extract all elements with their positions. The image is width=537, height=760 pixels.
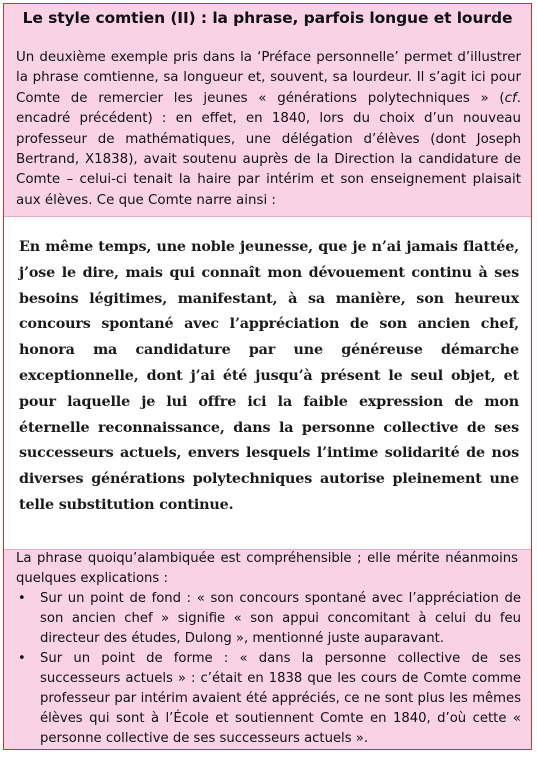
explanation-list bbox=[16, 589, 521, 749]
bullet-icon: • bbox=[18, 591, 26, 606]
list-item bbox=[16, 649, 521, 749]
intro-part-1: Un deuxième exemple pris dans la ‘Préface personnelle’ permet d’illustrer la phrase comtienne, sa longueur et, souvent, sa lourdeur. Il s’agit ici pour Comte de remercier les jeunes « générations polytechniques » ( bbox=[16, 50, 521, 106]
list-item bbox=[16, 589, 521, 649]
explanation-intro: La phrase quoiqu’alambiquée est compréhensible ; elle mérite néanmoins quelques explications : bbox=[16, 551, 518, 586]
cf-abbrev: cf bbox=[504, 90, 517, 106]
intro-part-2: . encadré précédent) : en effet, en 1840, lors du choix d’un nouveau professeur de mathématiques, une délégation d’élèves (dont Joseph Bertrand, X1838), avait soutenu auprès de la Direction la candidature de Comte – celui-ci tenait la haire par intérim et son enseignement plaisait aux élèves. Ce que Comte narre ainsi : bbox=[16, 90, 521, 208]
quoted-passage: En même temps, une noble jeunesse, que je n’ai jamais flattée, j’ose le dire, mais qui connaît mon dévouement continu à ses besoins légitimes, manifestant, à sa manière, son heureux concours spontané avec l’appréciation de son ancien chef, honora ma candidature par une généreuse démarche exceptionnelle, dont j’ai été jusqu’à présent le seul objet, et pour laquelle je lui offre ici la faible expression de mon éternelle reconnaissance, dans la personne collective de ses successeurs actuels, envers lesquels l’intime solidarité de nos diverses générations polytechniques autorise pleinement une telle substitution continue. bbox=[19, 239, 519, 513]
intro-paragraph bbox=[16, 48, 521, 211]
list-item-text: Sur un point de forme : « dans la personne collective de ses successeurs actuels » : c’était en 1838 que les cours de Comte comme professeur par intérim avaient été appréciés, ce ne sont plus les mêmes élèves qui sont à l’École et soutiennent Comte en 1840, d’où cette « personne collective de ses successeurs actuels ». bbox=[40, 651, 521, 746]
quote-scan-area bbox=[4, 216, 531, 550]
bullet-icon: • bbox=[18, 651, 26, 666]
text-box bbox=[3, 3, 532, 750]
list-item-text: Sur un point de fond : « son concours spontané avec l’appréciation de son ancien chef » signifie « son appui concomitant à celui du feu directeur des études, Dulong », mentionné juste auparavant. bbox=[40, 591, 521, 646]
box-title: Le style comtien (II) : la phrase, parfois longue et lourde bbox=[22, 9, 513, 27]
